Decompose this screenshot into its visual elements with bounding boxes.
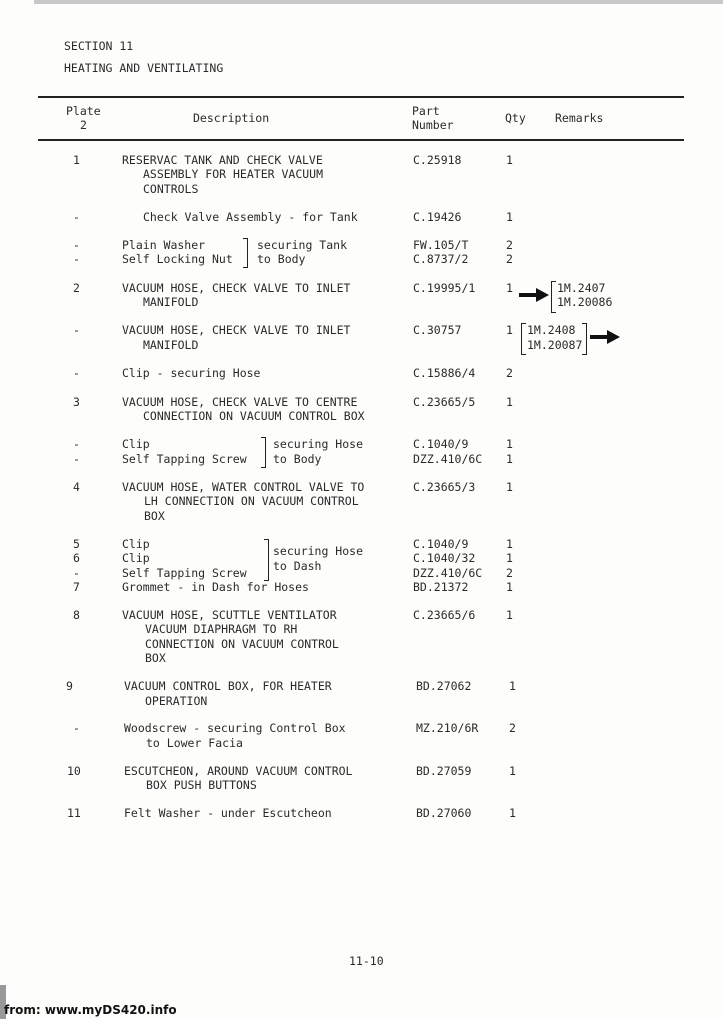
part-number-cell: BD.21372 — [413, 580, 469, 594]
header-rule-bottom — [38, 139, 684, 141]
description-cell: BOX — [145, 651, 166, 665]
scan-top-edge — [34, 0, 723, 4]
description-cell: OPERATION — [145, 694, 208, 708]
plate-cell: 5 — [73, 537, 80, 551]
description-cell: MANIFOLD — [143, 295, 199, 309]
description-cell: Clip — [122, 437, 150, 451]
fixing-note: securing Hose — [273, 437, 364, 451]
description-cell: BOX PUSH BUTTONS — [146, 778, 257, 792]
qty-cell: 1 — [506, 452, 513, 466]
part-number-cell: C.19426 — [413, 210, 462, 224]
bracket — [264, 539, 269, 581]
plate-cell: - — [73, 323, 80, 337]
plate-cell: - — [73, 252, 80, 266]
plate-cell: - — [73, 238, 80, 252]
part-number-cell: FW.105/T — [413, 238, 469, 252]
plate-cell: - — [73, 721, 80, 735]
qty-cell: 1 — [509, 679, 516, 693]
qty-cell: 1 — [509, 806, 516, 820]
page-title: HEATING AND VENTILATING — [64, 61, 224, 75]
qty-cell: 1 — [506, 323, 513, 337]
plate-cell: - — [73, 566, 80, 580]
description-cell: VACUUM CONTROL BOX, FOR HEATER — [124, 679, 332, 693]
description-cell: VACUUM HOSE, CHECK VALVE TO CENTRE — [122, 395, 358, 409]
fixing-note: to Dash — [273, 559, 322, 573]
description-cell: ASSEMBLY FOR HEATER VACUUM — [143, 167, 324, 181]
description-cell: Self Locking Nut — [122, 252, 233, 266]
description-cell: BOX — [144, 509, 165, 523]
qty-cell: 2 — [506, 566, 513, 580]
arrow-right-icon — [519, 288, 549, 302]
description-cell: Clip — [122, 551, 150, 565]
col-remarks: Remarks — [555, 111, 604, 125]
part-number-cell: BD.27059 — [416, 764, 472, 778]
col-plate-label: Plate — [66, 104, 101, 118]
description-cell: VACUUM DIAPHRAGM TO RH — [145, 622, 298, 636]
qty-cell: 1 — [506, 551, 513, 565]
bracket — [261, 437, 266, 468]
description-cell: to Lower Facia — [146, 736, 243, 750]
plate-cell: 10 — [67, 764, 81, 778]
header-rule-top — [38, 96, 684, 98]
description-cell: Woodscrew - securing Control Box — [124, 721, 346, 735]
plate-cell: - — [73, 452, 80, 466]
description-cell: ESCUTCHEON, AROUND VACUUM CONTROL — [124, 764, 353, 778]
plate-cell: 2 — [73, 281, 80, 295]
qty-cell: 1 — [506, 580, 513, 594]
description-cell: Self Tapping Screw — [122, 452, 247, 466]
section-label: SECTION 11 — [64, 39, 134, 53]
qty-cell: 1 — [506, 281, 513, 295]
part-number-cell: C.1040/9 — [413, 437, 469, 451]
plate-cell: 4 — [73, 480, 80, 494]
part-number-cell: C.1040/9 — [413, 537, 469, 551]
description-cell: LH CONNECTION ON VACUUM CONTROL — [144, 494, 359, 508]
plate-cell: 9 — [66, 679, 73, 693]
part-number-cell: C.23665/6 — [413, 608, 476, 622]
remarks-cell: 1M.20087 — [527, 338, 583, 352]
plate-cell: - — [73, 210, 80, 224]
qty-cell: 1 — [506, 210, 513, 224]
qty-cell: 2 — [506, 238, 513, 252]
col-qty: Qty — [505, 111, 526, 125]
description-cell: VACUUM HOSE, CHECK VALVE TO INLET — [122, 323, 351, 337]
qty-cell: 2 — [506, 366, 513, 380]
part-number-cell: C.8737/2 — [413, 252, 469, 266]
description-cell: CONNECTION ON VACUUM CONTROL BOX — [143, 409, 365, 423]
fixing-note: securing Tank — [257, 238, 348, 252]
plate-cell: 8 — [73, 608, 80, 622]
source-watermark: from: www.myDS420.info — [4, 1003, 177, 1017]
qty-cell: 1 — [509, 764, 516, 778]
plate-cell: 3 — [73, 395, 80, 409]
qty-cell: 1 — [506, 608, 513, 622]
col-description: Description — [193, 111, 270, 125]
page-number: 11-10 — [349, 954, 384, 968]
remarks-cell: 1M.2408 — [527, 323, 576, 337]
bracket — [243, 238, 248, 268]
fixing-note: to Body — [257, 252, 306, 266]
part-number-cell: BD.27062 — [416, 679, 472, 693]
plate-cell: 7 — [73, 580, 80, 594]
plate-cell: - — [73, 437, 80, 451]
qty-cell: 1 — [506, 437, 513, 451]
qty-cell: 1 — [506, 153, 513, 167]
fixing-note: securing Hose — [273, 544, 364, 558]
plate-cell: - — [73, 366, 80, 380]
remarks-cell: 1M.20086 — [557, 295, 613, 309]
part-number-cell: C.1040/32 — [413, 551, 476, 565]
part-number-cell: C.25918 — [413, 153, 462, 167]
bracket — [582, 323, 587, 355]
part-number-cell: C.15886/4 — [413, 366, 476, 380]
qty-cell: 2 — [506, 252, 513, 266]
description-cell: Clip — [122, 537, 150, 551]
col-plate-number: 2 — [80, 118, 87, 132]
description-cell: Felt Washer - under Escutcheon — [124, 806, 332, 820]
plate-cell: 6 — [73, 551, 80, 565]
description-cell: VACUUM HOSE, SCUTTLE VENTILATOR — [122, 608, 337, 622]
bracket — [551, 281, 556, 313]
part-number-cell: C.23665/5 — [413, 395, 476, 409]
description-cell: VACUUM HOSE, WATER CONTROL VALVE TO — [122, 480, 365, 494]
arrow-right-icon — [590, 330, 620, 344]
description-cell: Self Tapping Screw — [122, 566, 247, 580]
description-cell: Grommet - in Dash for Hoses — [122, 580, 309, 594]
part-number-cell: C.23665/3 — [413, 480, 476, 494]
fixing-note: to Body — [273, 452, 322, 466]
description-cell: CONNECTION ON VACUUM CONTROL — [145, 637, 339, 651]
part-number-cell: C.19995/1 — [413, 281, 476, 295]
col-part-label: Part — [412, 104, 440, 118]
plate-cell: 1 — [73, 153, 80, 167]
part-number-cell: MZ.210/6R — [416, 721, 479, 735]
remarks-cell: 1M.2407 — [557, 281, 606, 295]
col-part-number: Number — [412, 118, 454, 132]
description-cell: CONTROLS — [143, 182, 199, 196]
part-number-cell: BD.27060 — [416, 806, 472, 820]
description-cell: Check Valve Assembly - for Tank — [143, 210, 358, 224]
qty-cell: 2 — [509, 721, 516, 735]
qty-cell: 1 — [506, 480, 513, 494]
description-cell: Plain Washer — [122, 238, 206, 252]
qty-cell: 1 — [506, 395, 513, 409]
bracket — [521, 323, 526, 355]
description-cell: Clip - securing Hose — [122, 366, 261, 380]
part-number-cell: DZZ.410/6C — [413, 452, 483, 466]
part-number-cell: DZZ.410/6C — [413, 566, 483, 580]
description-cell: MANIFOLD — [143, 338, 199, 352]
part-number-cell: C.30757 — [413, 323, 462, 337]
plate-cell: 11 — [67, 806, 81, 820]
description-cell: VACUUM HOSE, CHECK VALVE TO INLET — [122, 281, 351, 295]
description-cell: RESERVAC TANK AND CHECK VALVE — [122, 153, 323, 167]
qty-cell: 1 — [506, 537, 513, 551]
